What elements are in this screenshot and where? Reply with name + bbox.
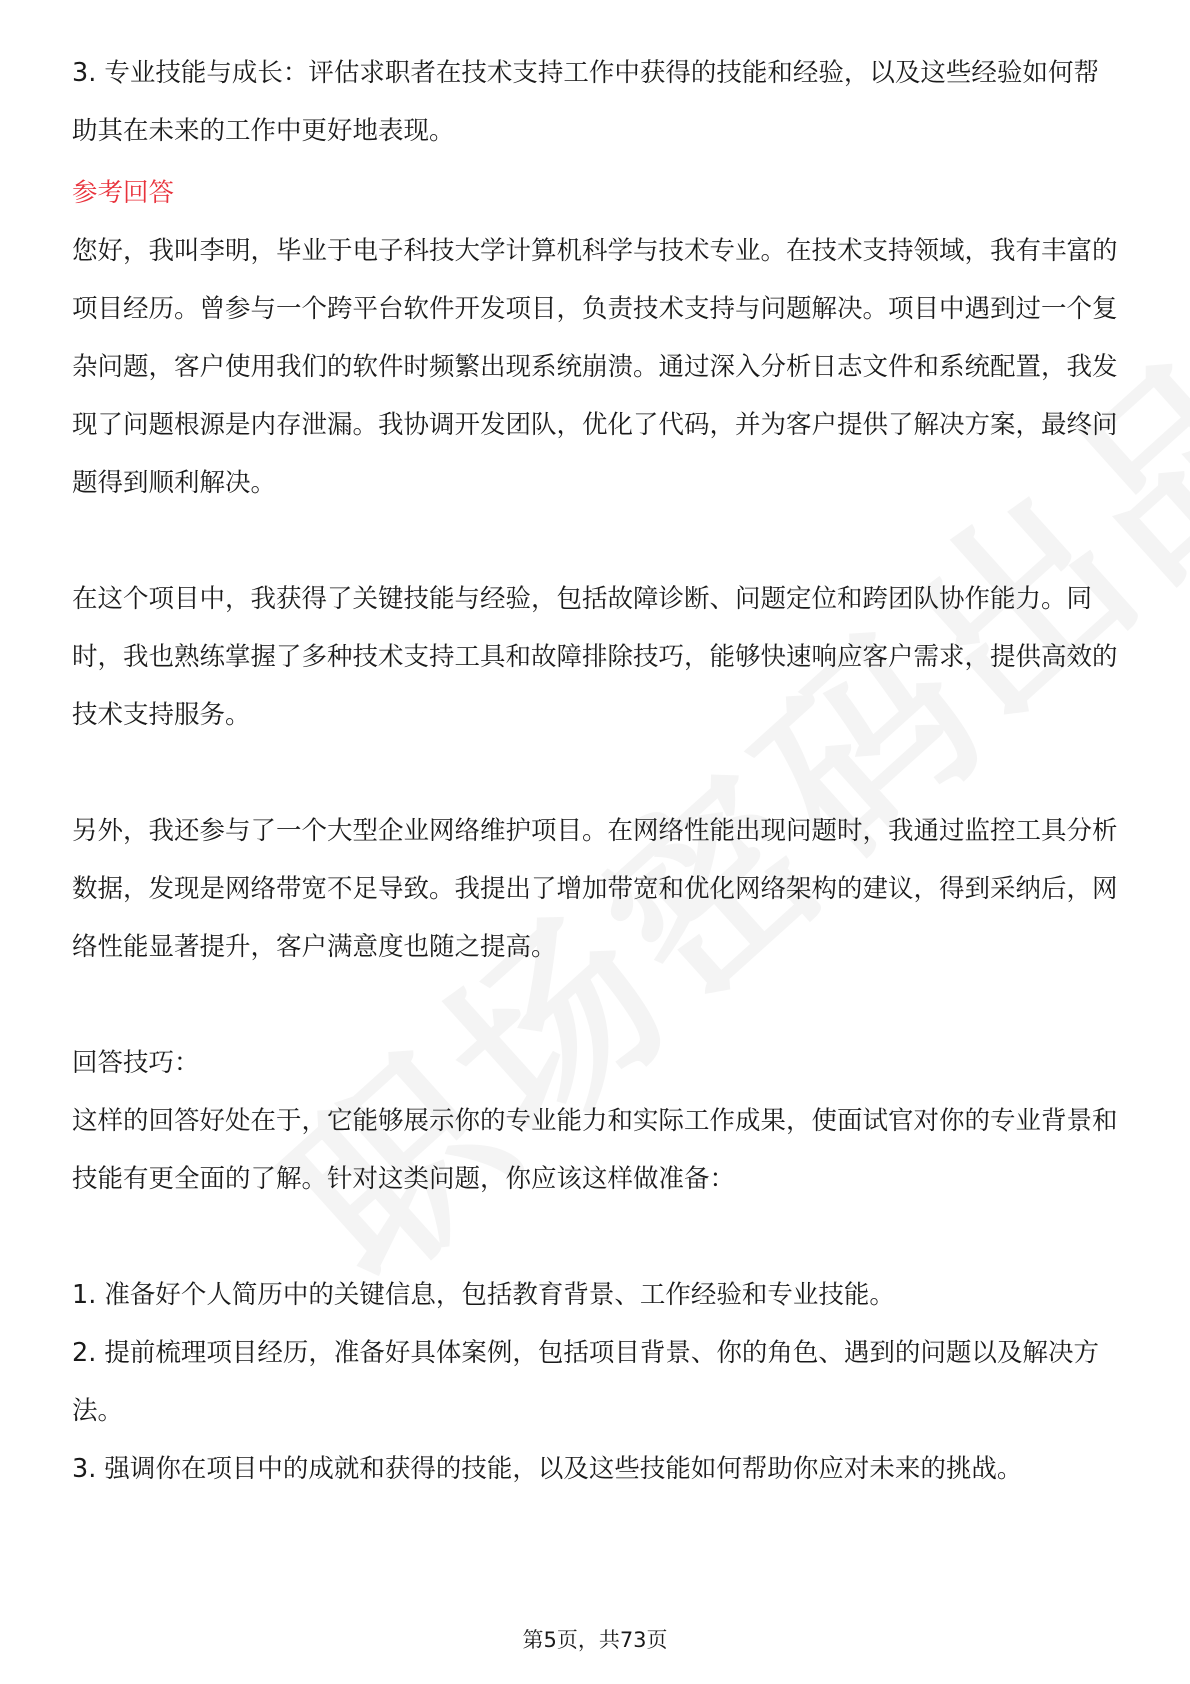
page-content xyxy=(72,44,1122,1498)
tips-heading: 回答技巧： xyxy=(72,1048,200,1078)
spacer xyxy=(72,976,1122,1034)
answer-paragraph-2: 在这个项目中，我获得了关键技能与经验，包括故障诊断、问题定位和跨团队协作能力。同时，我也熟练掌握了多种技术支持工具和故障排除技巧，能够快速响应客户需求，提供高效的技术支持服务。 xyxy=(72,584,1118,730)
spacer xyxy=(72,512,1122,570)
tips-paragraph: 这样的回答好处在于，它能够展示你的专业能力和实际工作成果，使面试官对你的专业背景和技能有更全面的了解。针对这类问题，你应该这样做准备： xyxy=(72,1106,1118,1194)
spacer xyxy=(72,1208,1122,1266)
reference-answer-heading: 参考回答 xyxy=(72,178,175,208)
tips-item-2: 2. 提前梳理项目经历，准备好具体案例，包括项目背景、你的角色、遇到的问题以及解决方法。 xyxy=(72,1338,1099,1426)
intro-item-3: 3. 专业技能与成长：评估求职者在技术支持工作中获得的技能和经验，以及这些经验如何帮助其在未来的工作中更好地表现。 xyxy=(72,58,1099,146)
spacer xyxy=(72,744,1122,802)
answer-paragraph-1: 您好，我叫李明，毕业于电子科技大学计算机科学与技术专业。在技术支持领域，我有丰富的项目经历。曾参与一个跨平台软件开发项目，负责技术支持与问题解决。项目中遇到过一个复杂问题，客户使用我们的软件时频繁出现系统崩溃。通过深入分析日志文件和系统配置，我发现了问题根源是内存泄漏。我协调开发团队，优化了代码，并为客户提供了解决方案，最终问题得到顺利解决。 xyxy=(72,236,1118,498)
tips-item-3: 3. 强调你在项目中的成就和获得的技能，以及这些技能如何帮助你应对未来的挑战。 xyxy=(72,1454,1023,1484)
page-number-footer: 第5页，共73页 xyxy=(522,1628,668,1652)
tips-item-1: 1. 准备好个人简历中的关键信息，包括教育背景、工作经验和专业技能。 xyxy=(72,1280,895,1310)
answer-paragraph-3: 另外，我还参与了一个大型企业网络维护项目。在网络性能出现问题时，我通过监控工具分析数据，发现是网络带宽不足导致。我提出了增加带宽和优化网络架构的建议，得到采纳后，网络性能显著提升，客户满意度也随之提高。 xyxy=(72,816,1118,962)
